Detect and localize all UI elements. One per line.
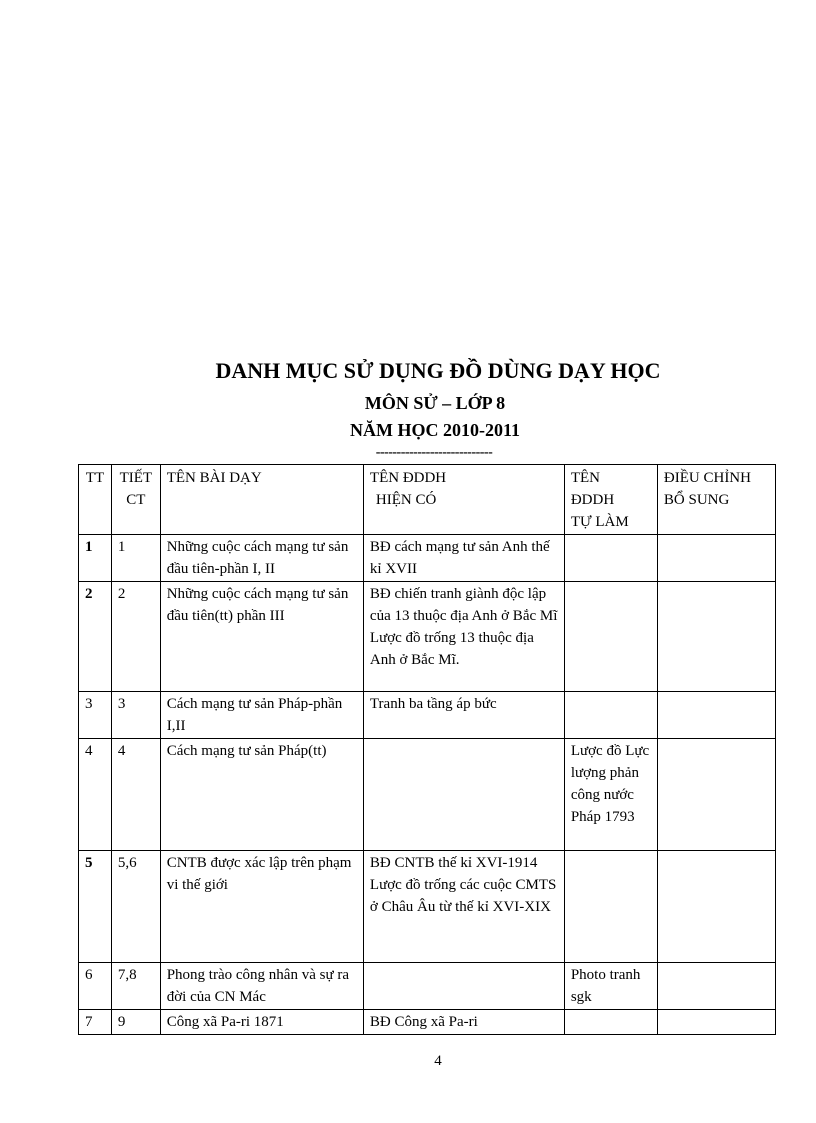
table-header-row xyxy=(79,465,776,535)
row-ten-bai-day: Những cuộc cách mạng tư sản đầu tiên-phần I, II xyxy=(160,535,363,582)
divider-line: ---------------------------- xyxy=(375,445,493,460)
row-tt: 1 xyxy=(79,535,112,582)
row-hien-co xyxy=(363,963,564,1010)
row-ten-bai-day: Phong trào công nhân và sự ra đời của CN Mác xyxy=(160,963,363,1010)
row-hien-co xyxy=(363,739,564,851)
header-hien-co-line2: HIỆN CÓ xyxy=(375,492,437,508)
row-tiet: 7,8 xyxy=(111,963,160,1010)
header-tu-lam-line2: ĐDDH xyxy=(570,492,615,508)
row-tu-lam: Photo tranh sgk xyxy=(564,963,657,1010)
equipment-table xyxy=(78,464,776,1035)
row-tu-lam xyxy=(564,535,657,582)
row-tiet: 2 xyxy=(111,582,160,692)
row-hien-co xyxy=(363,535,564,582)
header-dieu-chinh-line1: ĐIỀU CHỈNH xyxy=(663,470,751,486)
row-tu-lam xyxy=(564,582,657,692)
row-tiet: 4 xyxy=(111,739,160,851)
row-tu-lam xyxy=(564,851,657,963)
header-tiet-line2: CT xyxy=(126,492,146,508)
table-row xyxy=(79,851,776,963)
document-title: DANH MỤC SỬ DỤNG ĐỒ DÙNG DẠY HỌC xyxy=(215,358,661,383)
header-tu-lam xyxy=(564,465,657,535)
row-dieu-chinh xyxy=(657,582,775,692)
row-tiet: 3 xyxy=(111,692,160,739)
row-dieu-chinh xyxy=(657,692,775,739)
row-tiet: 5,6 xyxy=(111,851,160,963)
row-hien-co-item: BĐ cách mạng tư sản Anh thế kỉ XVII xyxy=(369,539,550,577)
table-row xyxy=(79,1010,776,1035)
row-dieu-chinh xyxy=(657,739,775,851)
row-ten-bai-day: CNTB được xác lập trên phạm vi thế giới xyxy=(160,851,363,963)
row-hien-co xyxy=(363,582,564,692)
row-dieu-chinh xyxy=(657,851,775,963)
row-tiet: 1 xyxy=(111,535,160,582)
row-tu-lam: Lược đồ Lực lượng phản công nước Pháp 1793 xyxy=(564,739,657,851)
row-dieu-chinh xyxy=(657,1010,775,1035)
row-hien-co-item: Lược đồ trống 13 thuộc địa Anh ở Bắc Mĩ. xyxy=(369,630,534,668)
header-hien-co xyxy=(363,465,564,535)
table-row xyxy=(79,692,776,739)
header-tiet-line1: TIẾT xyxy=(119,470,153,486)
row-hien-co xyxy=(363,692,564,739)
row-ten-bai-day: Những cuộc cách mạng tư sản đầu tiên(tt) phần III xyxy=(160,582,363,692)
row-dieu-chinh xyxy=(657,535,775,582)
row-tt: 6 xyxy=(79,963,112,1010)
row-hien-co xyxy=(363,851,564,963)
row-tt: 2 xyxy=(79,582,112,692)
row-tt: 3 xyxy=(79,692,112,739)
row-hien-co-item: BĐ chiến tranh giành độc lập của 13 thuộc địa Anh ở Bắc Mĩ xyxy=(369,586,558,624)
row-tu-lam xyxy=(564,692,657,739)
row-tt: 7 xyxy=(79,1010,112,1035)
table-row xyxy=(79,963,776,1010)
row-tt: 4 xyxy=(79,739,112,851)
row-tt: 5 xyxy=(79,851,112,963)
table-row xyxy=(79,582,776,692)
header-ten-bai-day: TÊN BÀI DẠY xyxy=(160,465,363,535)
page-number: 4 xyxy=(434,1053,442,1069)
row-hien-co-item: BĐ Công xã Pa-ri xyxy=(369,1014,478,1030)
row-ten-bai-day: Cách mạng tư sản Pháp(tt) xyxy=(160,739,363,851)
row-hien-co-item: BĐ CNTB thế kỉ XVI-1914 xyxy=(369,855,538,871)
row-tu-lam xyxy=(564,1010,657,1035)
row-ten-bai-day: Cách mạng tư sản Pháp-phần I,II xyxy=(160,692,363,739)
header-dieu-chinh xyxy=(657,465,775,535)
header-dieu-chinh-line2: BỔ SUNG xyxy=(663,492,730,508)
header-tiet-ct xyxy=(111,465,160,535)
subject-line: MÔN SỬ – LỚP 8 xyxy=(364,393,506,413)
row-hien-co-item: Tranh ba tầng áp bức xyxy=(369,696,497,712)
header-tu-lam-line1: TÊN xyxy=(570,470,600,486)
header-hien-co-line1: TÊN ĐDDH xyxy=(369,470,447,486)
row-ten-bai-day: Công xã Pa-ri 1871 xyxy=(160,1010,363,1035)
school-year-line: NĂM HỌC 2010-2011 xyxy=(350,420,520,440)
table-row xyxy=(79,739,776,851)
row-tiet: 9 xyxy=(111,1010,160,1035)
row-hien-co xyxy=(363,1010,564,1035)
header-tu-lam-line3: TỰ LÀM xyxy=(570,514,629,530)
header-tt: TT xyxy=(79,465,112,535)
table-row xyxy=(79,535,776,582)
row-hien-co-item: Lược đồ trống các cuộc CMTS ở Châu Âu từ thế kỉ XVI-XIX xyxy=(369,877,557,915)
row-dieu-chinh xyxy=(657,963,775,1010)
